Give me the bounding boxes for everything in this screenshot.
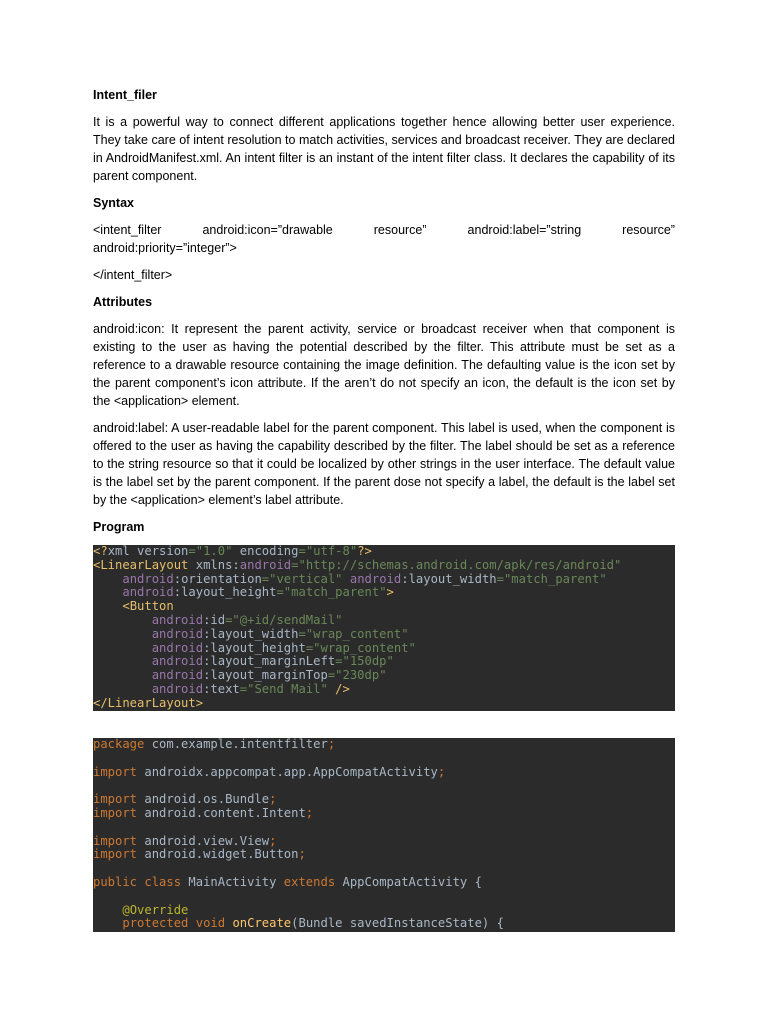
code-token: ="@+id/sendMail" xyxy=(225,612,343,627)
code-token: ; xyxy=(437,764,446,779)
code-line xyxy=(93,545,675,559)
attr-icon-paragraph: android:icon: It represent the parent activity, service or broadcast receiver when that component is existing to the user as having the potential described by the filter. This attribute must be set as a reference to a drawable resource containing the image definition. The defaulting value is the icon set by the parent component’s icon attribute. If the aren’t do not specify an icon, the default is the icon set by the <application> element. xyxy=(93,322,675,408)
code-line xyxy=(93,848,675,862)
code-token: ="Send Mail" xyxy=(239,681,328,696)
code-token: public class xyxy=(93,874,182,889)
code-line xyxy=(93,793,675,807)
code-token: android xyxy=(151,626,204,641)
java-code-block xyxy=(93,738,675,932)
xml-code-block xyxy=(93,545,675,711)
code-token: android xyxy=(122,571,174,586)
syntax-token: resource” xyxy=(622,223,675,237)
syntax-line-2 xyxy=(93,239,675,257)
code-token: ; xyxy=(269,792,277,807)
code-token: > xyxy=(386,585,394,600)
code-token xyxy=(93,668,152,682)
code-token: import xyxy=(93,805,138,820)
code-line xyxy=(93,683,675,697)
code-line xyxy=(93,835,675,849)
code-line xyxy=(93,807,675,821)
syntax-token: android:icon=”drawable xyxy=(202,223,333,237)
code-line xyxy=(93,559,675,573)
code-line xyxy=(93,821,675,835)
code-token: </LinearLayout> xyxy=(93,695,204,710)
syntax-token: android:label=”string xyxy=(467,223,582,237)
code-line xyxy=(93,642,675,656)
code-token: ="150dp" xyxy=(335,654,394,669)
code-token: android xyxy=(122,585,174,600)
code-token xyxy=(93,903,122,917)
code-token: package xyxy=(93,738,145,751)
code-token: import xyxy=(93,792,138,807)
code-token: android.content.Intent xyxy=(137,805,306,820)
code-token: :id xyxy=(203,612,226,627)
code-token: <Button xyxy=(122,599,174,614)
code-token: com.example.intentfilter xyxy=(144,738,328,751)
code-line xyxy=(93,890,675,904)
code-line xyxy=(93,614,675,628)
code-token xyxy=(93,641,152,655)
code-token xyxy=(93,654,152,668)
attr-label-paragraph: android:label: A user-readable label for the parent component. This label is used, when the component is offered to the user as having the capability described by the filter. The label should be set as a reference to the string resource so that it could be localized by other strings in the user interface. The default value is the label set by the parent component. If the parent dose not specify a label, the default is the label set by the <application> element’s label attribute. xyxy=(93,421,675,507)
code-token: ; xyxy=(269,833,277,848)
code-line xyxy=(93,862,675,876)
code-token: <LinearLayout xyxy=(93,557,196,572)
code-token: :layout_width xyxy=(203,626,299,641)
code-token xyxy=(93,599,122,613)
code-token: :orientation xyxy=(173,571,262,586)
code-line xyxy=(93,904,675,918)
program-heading: Program xyxy=(93,520,145,534)
syntax-token: resource” xyxy=(373,223,427,237)
attributes-heading: Attributes xyxy=(93,295,153,309)
code-line xyxy=(93,586,675,600)
code-token: :layout_marginLeft xyxy=(203,654,336,669)
code-token: ="http://schemas.android.com/apk/res/android" xyxy=(291,557,622,572)
code-token: <? xyxy=(93,545,108,558)
code-token: ; xyxy=(298,847,306,862)
code-token: xmlns: xyxy=(195,557,240,572)
code-line xyxy=(93,752,675,766)
code-token: ="vertical" xyxy=(261,571,343,586)
code-token: android.view.View xyxy=(137,833,270,848)
code-token: android xyxy=(151,612,204,627)
code-token xyxy=(93,585,122,599)
code-line xyxy=(93,573,675,587)
code-token: onCreate xyxy=(232,916,292,931)
code-token: android xyxy=(151,640,204,655)
code-token: :layout_marginTop xyxy=(203,668,328,683)
syntax-block xyxy=(93,221,675,257)
code-line xyxy=(93,655,675,669)
code-token: ="wrap_content" xyxy=(305,640,416,655)
code-token: import xyxy=(93,847,138,862)
code-line xyxy=(93,779,675,793)
syntax-token: <intent_filter xyxy=(93,223,162,237)
code-token: android.os.Bundle xyxy=(137,792,270,807)
code-token: android xyxy=(349,571,402,586)
code-token xyxy=(343,572,350,586)
code-token: ="match_parent" xyxy=(276,585,387,600)
code-line xyxy=(93,628,675,642)
code-token: xml version xyxy=(107,545,189,558)
code-token: :text xyxy=(203,681,240,696)
code-token xyxy=(93,572,122,586)
code-line xyxy=(93,876,675,890)
code-token: MainActivity xyxy=(181,874,284,889)
doc-title: Intent_filer xyxy=(93,88,157,102)
code-token: :layout_height xyxy=(173,585,277,600)
code-token: ="match_parent" xyxy=(496,571,607,586)
code-line xyxy=(93,738,675,752)
code-token: android xyxy=(151,668,204,683)
code-token: android.widget.Button xyxy=(137,847,299,862)
code-token: extends xyxy=(283,874,336,889)
code-token: AppCompatActivity { xyxy=(335,874,482,889)
code-token: ="wrap_content" xyxy=(298,626,409,641)
code-token xyxy=(93,627,152,641)
intro-paragraph: It is a powerful way to connect different applications together hence allowing better user experience. They take care of intent resolution to match activities, services and broadcast receiver. They are declared in AndroidManifest.xml. An intent filter is an instant of the intent filter class. It declares the capability of its parent component. xyxy=(93,115,675,183)
document-content xyxy=(93,86,675,711)
code-line xyxy=(93,766,675,780)
syntax-line-1 xyxy=(93,221,675,239)
code-token: ="230dp" xyxy=(327,668,387,683)
code-token: android xyxy=(151,681,204,696)
code-token: androidx.appcompat.app.AppCompatActivity xyxy=(137,764,438,779)
code-token: ; xyxy=(327,738,336,751)
code-line xyxy=(93,917,675,931)
syntax-heading: Syntax xyxy=(93,196,134,210)
code-token: /> xyxy=(335,681,350,696)
code-token: :layout_height xyxy=(203,640,306,655)
code-token: import xyxy=(93,764,138,779)
code-token: ; xyxy=(305,805,314,820)
code-token: ?> xyxy=(357,545,372,558)
code-token: android xyxy=(239,557,292,572)
code-token: android xyxy=(151,654,204,669)
code-line xyxy=(93,697,675,711)
syntax-close: </intent_filter> xyxy=(93,268,173,282)
code-token: protected void xyxy=(122,916,226,931)
code-token: :layout_width xyxy=(401,571,497,586)
syntax-token: android:priority=”integer”> xyxy=(93,241,237,255)
code-token: encoding xyxy=(232,545,299,558)
code-token xyxy=(93,682,152,696)
code-token xyxy=(93,613,152,627)
code-token: (Bundle savedInstanceState) { xyxy=(291,916,504,931)
code-token: ="1.0" xyxy=(188,545,233,558)
code-token: ="utf-8" xyxy=(298,545,358,558)
code-line xyxy=(93,669,675,683)
code-line xyxy=(93,600,675,614)
code-token: @Override xyxy=(122,902,189,917)
code-token xyxy=(93,916,122,930)
code-token: import xyxy=(93,833,138,848)
